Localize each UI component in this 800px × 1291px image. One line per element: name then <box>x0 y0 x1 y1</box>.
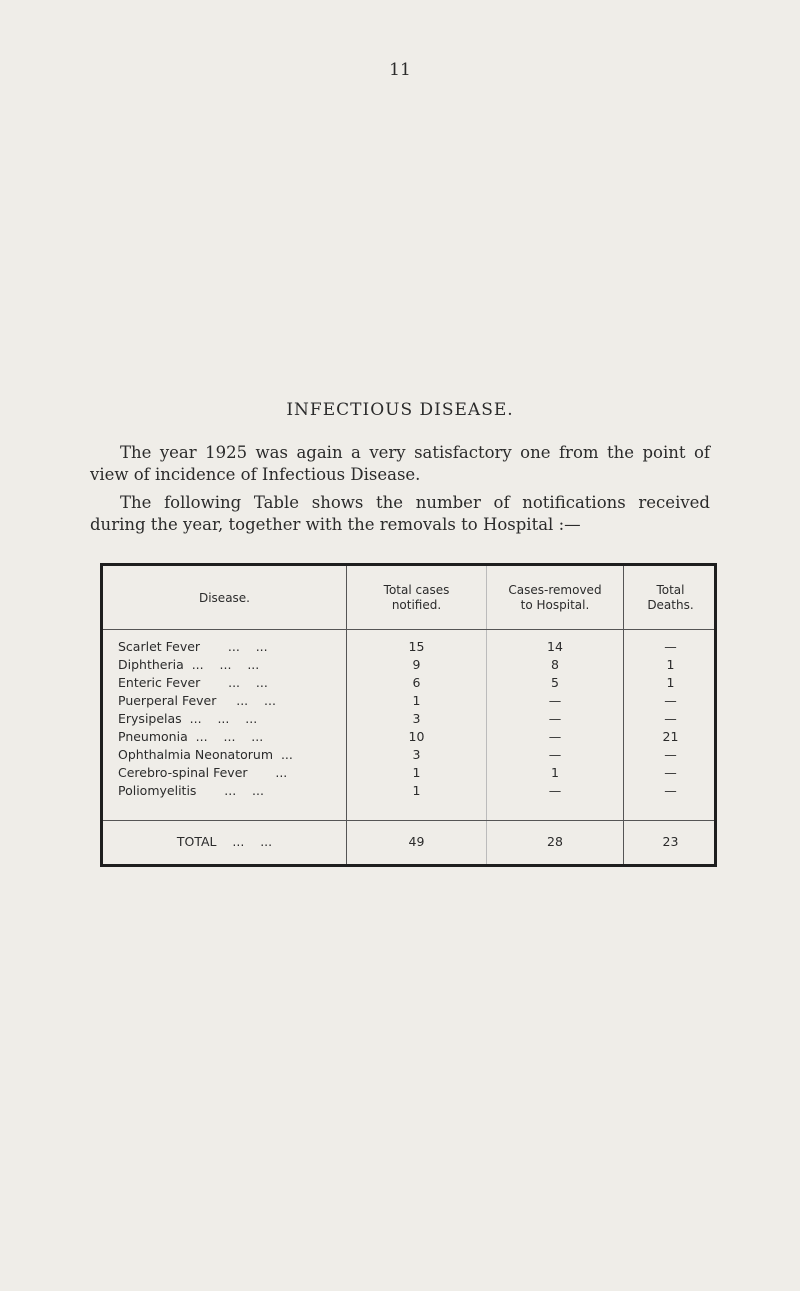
header-total-notified: Total cases notified. <box>383 583 450 612</box>
removed-count: — <box>548 729 562 744</box>
disease-name: Diphtheria ... ... ... <box>118 657 260 672</box>
disease-name: Poliomyelitis ... ... <box>118 783 264 798</box>
total-row <box>103 833 714 851</box>
table-row <box>103 728 714 746</box>
total-label: TOTAL ... ... <box>176 834 273 849</box>
table-row <box>103 710 714 728</box>
notified-count: 1 <box>412 783 421 798</box>
disease-name: Ophthalmia Neonatorum ... <box>118 747 293 762</box>
removed-count: — <box>548 693 562 708</box>
removed-count: — <box>548 711 562 726</box>
deaths-count: 21 <box>662 729 679 744</box>
table-intro-paragraph: The following Table shows the number of notifications received during the year, together with the removals to Hospital :— <box>90 493 710 534</box>
section-heading: INFECTIOUS DISEASE. <box>286 400 514 420</box>
notified-count: 3 <box>412 711 421 726</box>
table-row <box>103 692 714 710</box>
disease-name: Scarlet Fever ... ... <box>118 639 268 654</box>
deaths-count: — <box>664 711 677 726</box>
deaths-count: 1 <box>666 657 675 672</box>
page-number: 11 <box>389 60 411 80</box>
removed-count: 5 <box>551 675 559 690</box>
table-row <box>103 656 714 674</box>
total-notified: 49 <box>408 834 425 849</box>
total-deaths: 23 <box>662 834 679 849</box>
deaths-count: 1 <box>666 675 675 690</box>
header-removed-to-hospital: Cases-removed to Hospital. <box>508 583 602 612</box>
disease-name: Pneumonia ... ... ... <box>118 729 264 744</box>
notified-count: 3 <box>412 747 421 762</box>
removed-count: 1 <box>551 765 559 780</box>
deaths-count: — <box>664 639 677 654</box>
table-body <box>103 638 714 800</box>
table-row <box>103 674 714 692</box>
notified-count: 1 <box>412 765 421 780</box>
disease-name: Puerperal Fever ... ... <box>118 693 276 708</box>
removed-count: — <box>548 747 562 762</box>
notified-count: 10 <box>408 729 425 744</box>
notified-count: 1 <box>412 693 421 708</box>
notified-count: 6 <box>412 675 421 690</box>
disease-name: Erysipelas ... ... ... <box>118 711 258 726</box>
removed-count: 14 <box>547 639 563 654</box>
table-row <box>103 638 714 656</box>
disease-name: Enteric Fever ... ... <box>118 675 268 690</box>
deaths-count: — <box>664 693 677 708</box>
notified-count: 15 <box>408 639 425 654</box>
header-divider <box>103 629 714 630</box>
table-row <box>103 746 714 764</box>
intro-paragraph: The year 1925 was again a very satisfactory one from the point of view of incidence of Infectious Disease. <box>90 443 710 484</box>
deaths-count: — <box>664 747 677 762</box>
table-row <box>103 764 714 782</box>
header-total-deaths: Total Deaths. <box>647 583 694 612</box>
disease-name: Cerebro-spinal Fever ... <box>118 765 288 780</box>
total-divider <box>103 820 714 821</box>
removed-count: — <box>548 783 562 798</box>
table-row <box>103 782 714 800</box>
notified-count: 9 <box>412 657 421 672</box>
infectious-disease-table <box>100 563 717 867</box>
deaths-count: — <box>664 765 677 780</box>
total-removed: 28 <box>547 834 563 849</box>
header-disease: Disease. <box>198 590 250 605</box>
removed-count: 8 <box>551 657 559 672</box>
deaths-count: — <box>664 783 677 798</box>
